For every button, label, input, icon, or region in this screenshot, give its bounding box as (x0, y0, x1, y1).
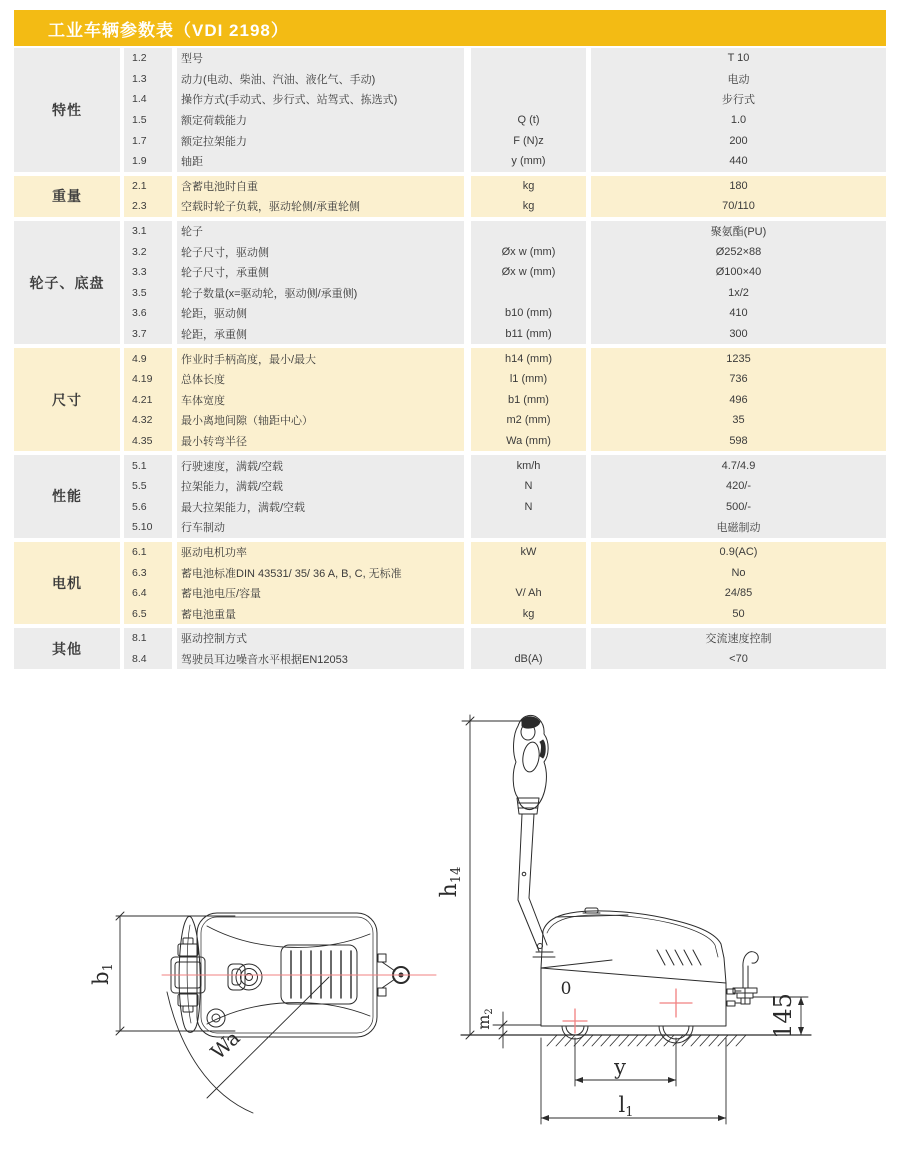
row-description: 蓄电池重量 (181, 608, 236, 621)
row-description: 驱动电机功率 (181, 546, 247, 559)
value-column (591, 542, 886, 624)
row-number: 5.6 (132, 500, 147, 513)
row-number: 2.3 (132, 200, 147, 213)
row-description: 轮子尺寸，驱动侧 (181, 246, 269, 259)
value-column (591, 348, 886, 451)
row-number: 1.2 (132, 52, 147, 65)
row-number: 2.1 (132, 179, 147, 192)
description-column (177, 542, 464, 624)
section-label-column (14, 221, 120, 345)
row-unit (471, 69, 586, 90)
row-value: 聚氨酯(PU) (710, 226, 767, 239)
row-unit (471, 48, 586, 69)
description-column (177, 221, 464, 345)
dim-label-h14: h14 (437, 866, 464, 898)
tow-hook (727, 952, 758, 1006)
row-unit: km/h (516, 459, 541, 472)
row-value: Ø100×40 (715, 266, 762, 279)
value-column (591, 176, 886, 217)
section-label-column (14, 455, 120, 537)
row-unit: Q (t) (517, 114, 540, 127)
row-number: 3.1 (132, 225, 147, 238)
turning-radius-wa (167, 977, 329, 1113)
unit-column (471, 628, 586, 669)
row-description: 操作方式(手动式、步行式、站驾式、拣选式) (181, 94, 398, 107)
row-description: 总体长度 (181, 374, 225, 387)
row-unit (471, 283, 586, 304)
row-number: 1.3 (132, 72, 147, 85)
section-label-column (14, 628, 120, 669)
row-unit: b1 (mm) (508, 393, 549, 406)
row-number: 5.1 (132, 459, 147, 472)
dim-label-wa: Wa (205, 1025, 245, 1065)
row-unit: kW (520, 545, 537, 558)
technical-drawings (0, 668, 900, 1163)
dimension-m2 (493, 1012, 541, 1048)
row-value: 24/85 (724, 587, 753, 600)
description-column (177, 48, 464, 172)
section-label: 重量 (52, 188, 82, 205)
row-unit (471, 628, 586, 649)
section-label: 轮子、底盘 (29, 274, 105, 291)
row-unit: kg (522, 607, 535, 620)
dim-label-b1: b1 (89, 963, 116, 985)
row-description: 含蓄电池时自重 (181, 180, 258, 193)
vent-slats (657, 950, 701, 965)
dim-label-l1: l1 (618, 1093, 634, 1120)
ground-line (461, 1035, 811, 1046)
row-value: 4.7/4.9 (721, 459, 756, 472)
row-description: 行驶速度，满载/空载 (181, 460, 284, 473)
row-number: 3.7 (132, 328, 147, 341)
row-value: 1x/2 (728, 286, 749, 299)
title-bar (14, 10, 886, 46)
row-description: 空载时轮子负载，驱动轮侧/承重轮侧 (181, 201, 361, 214)
row-number: 5.10 (132, 521, 153, 534)
row-number: 4.9 (132, 352, 147, 365)
row-number: 4.32 (132, 414, 153, 427)
row-description: 拉架能力，满载/空载 (181, 481, 284, 494)
row-number: 1.5 (132, 114, 147, 127)
row-value: 410 (729, 307, 748, 320)
section-label-column (14, 542, 120, 624)
row-value: 598 (729, 434, 748, 447)
table-section (14, 176, 886, 217)
row-value: 1.0 (730, 114, 747, 127)
spec-table (14, 48, 886, 673)
table-section (14, 221, 886, 345)
description-column (177, 455, 464, 537)
row-description: 轮距，承重侧 (181, 329, 247, 342)
section-label: 尺寸 (52, 391, 82, 408)
row-value: 496 (729, 393, 748, 406)
row-value: T 10 (727, 52, 750, 65)
row-description: 额定荷载能力 (181, 115, 247, 128)
value-column (591, 455, 886, 537)
row-description: 轮子 (181, 226, 203, 239)
row-description: 最小转弯半径 (181, 435, 247, 448)
row-value: 1235 (726, 352, 751, 365)
value-column (591, 628, 886, 669)
row-unit: Wa (mm) (506, 434, 551, 447)
row-unit: l1 (mm) (509, 373, 548, 386)
section-label-column (14, 48, 120, 172)
row-number: 4.21 (132, 393, 153, 406)
row-number-column (124, 455, 172, 537)
row-value: 0.9(AC) (719, 545, 758, 558)
side-view-drawing (437, 715, 811, 1124)
unit-column (471, 542, 586, 624)
row-unit: kg (522, 200, 535, 213)
row-unit (471, 221, 586, 242)
row-value: 180 (729, 179, 748, 192)
table-section (14, 48, 886, 172)
description-column (177, 348, 464, 451)
row-unit: b10 (mm) (504, 307, 553, 320)
row-description: 蓄电池标准DIN 43531/ 35/ 36 A, B, C, 无标准 (181, 567, 402, 580)
row-value: 电动 (727, 73, 750, 86)
row-value: 200 (729, 134, 748, 147)
row-value: 420/- (725, 480, 752, 493)
section-label: 特性 (52, 101, 82, 118)
row-description: 轮子数量(x=驱动轮，驱动侧/承重侧) (181, 287, 358, 300)
row-unit: F (N)z (513, 134, 544, 147)
row-value: 736 (729, 373, 748, 386)
row-description: 行车制动 (181, 522, 225, 535)
row-description: 车体宽度 (181, 394, 225, 407)
row-unit (471, 517, 586, 538)
row-unit: N (524, 500, 533, 513)
row-number-column (124, 176, 172, 217)
keyhole-label: 0 (560, 979, 572, 999)
row-value: 步行式 (722, 94, 755, 107)
dim-label-145: 145 (769, 993, 797, 1039)
unit-column (471, 221, 586, 345)
row-value: 70/110 (722, 200, 755, 213)
row-value: No (731, 566, 746, 579)
row-number: 1.4 (132, 93, 147, 106)
row-number: 4.35 (132, 434, 153, 447)
row-number: 6.3 (132, 566, 147, 579)
description-column (177, 176, 464, 217)
section-label: 电机 (52, 574, 82, 591)
tiller-handle (513, 715, 555, 957)
page-title: 工业车辆参数表（VDI 2198） (48, 20, 289, 40)
row-unit: dB(A) (514, 652, 543, 665)
table-section (14, 455, 886, 537)
dimension-l1 (541, 1038, 726, 1124)
row-unit: y (mm) (511, 155, 546, 168)
top-view-drawing (89, 912, 436, 1113)
ground-hatch (547, 1035, 746, 1046)
row-number: 6.5 (132, 607, 147, 620)
row-description: 轴距 (181, 156, 203, 169)
row-number: 1.9 (132, 155, 147, 168)
row-description: 最大拉架能力，满载/空载 (181, 501, 306, 514)
row-number-column (124, 542, 172, 624)
value-column (591, 48, 886, 172)
unit-column (471, 48, 586, 172)
row-unit (471, 562, 586, 583)
row-unit: m2 (mm) (506, 414, 551, 427)
row-description: 驱动控制方式 (181, 633, 247, 646)
row-description: 蓄电池电压/容量 (181, 588, 262, 601)
row-number: 3.6 (132, 307, 147, 320)
row-value: 440 (729, 155, 748, 168)
row-number: 4.19 (132, 373, 153, 386)
table-section (14, 542, 886, 624)
row-number-column (124, 628, 172, 669)
row-description: 动力(电动、柴油、汽油、液化气、手动) (181, 73, 376, 86)
row-value: Ø252×88 (715, 245, 762, 258)
section-label: 其他 (52, 640, 82, 657)
dimension-h14 (462, 715, 533, 1039)
row-unit: kg (522, 179, 535, 192)
vehicle-body-side (541, 908, 726, 1043)
row-unit: Øx w (mm) (501, 245, 556, 258)
unit-column (471, 176, 586, 217)
row-number: 3.3 (132, 266, 147, 279)
section-label-column (14, 348, 120, 451)
row-description: 驾驶员耳边噪音水平根据EN12053 (181, 653, 348, 666)
row-description: 最小离地间隙（轴距中心） (181, 415, 313, 428)
row-number: 1.7 (132, 134, 147, 147)
row-number-column (124, 48, 172, 172)
unit-column (471, 455, 586, 537)
row-value: 50 (732, 607, 745, 620)
dim-label-y: y (614, 1055, 626, 1079)
row-number: 3.5 (132, 286, 147, 299)
row-description: 型号 (181, 53, 203, 66)
row-description: 额定拉架能力 (181, 135, 247, 148)
row-unit: V/ Ah (515, 587, 542, 600)
dim-label-m2: m2 (474, 1008, 495, 1030)
table-section (14, 348, 886, 451)
row-number: 6.1 (132, 545, 147, 558)
row-value: 35 (732, 414, 745, 427)
row-description: 轮子尺寸，承重侧 (181, 267, 269, 280)
row-value: 电磁制动 (716, 522, 761, 535)
row-value: 500/- (725, 500, 752, 513)
row-unit: N (524, 480, 533, 493)
row-unit: h14 (mm) (504, 352, 553, 365)
row-number: 8.4 (132, 652, 147, 665)
row-description: 作业时手柄高度，最小/最大 (181, 353, 317, 366)
row-number: 8.1 (132, 632, 147, 645)
description-column (177, 628, 464, 669)
row-number-column (124, 348, 172, 451)
section-label: 性能 (52, 488, 82, 505)
row-value: 300 (729, 328, 748, 341)
value-column (591, 221, 886, 345)
row-number-column (124, 221, 172, 345)
row-value: <70 (729, 652, 748, 665)
row-description: 轮距，驱动侧 (181, 308, 247, 321)
row-number: 6.4 (132, 587, 147, 600)
section-label-column (14, 176, 120, 217)
row-unit: Øx w (mm) (501, 266, 556, 279)
row-unit (471, 89, 586, 110)
row-number: 3.2 (132, 245, 147, 258)
row-value: 交流速度控制 (705, 633, 772, 646)
row-unit: b11 (mm) (505, 328, 552, 341)
table-section (14, 628, 886, 669)
row-number: 5.5 (132, 480, 147, 493)
unit-column (471, 348, 586, 451)
